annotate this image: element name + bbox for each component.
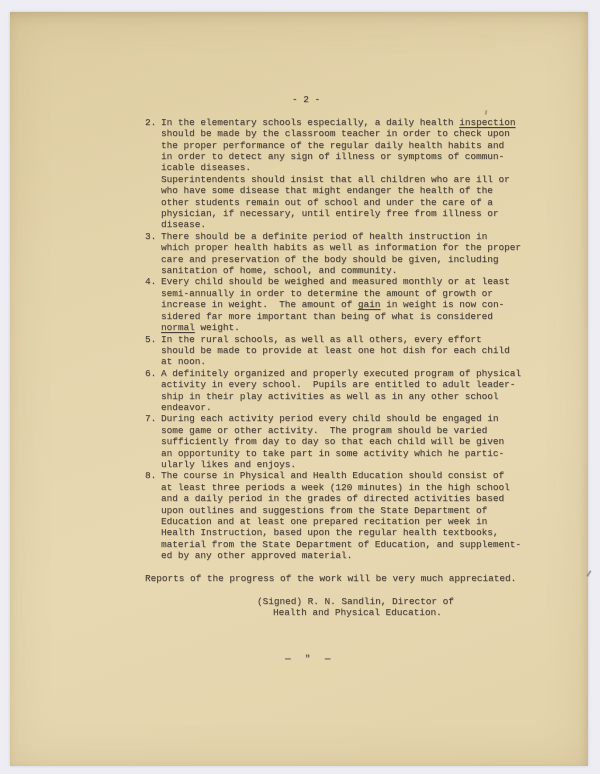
text-line: at noon. bbox=[161, 356, 207, 368]
item-number: 8. bbox=[145, 470, 157, 482]
text-line: increase in weight. The amount of gain in weight is now con- bbox=[161, 299, 505, 311]
text-line: sanitation of home, school, and community. bbox=[161, 265, 398, 277]
text-line: In the elementary schools especially, a daily health inspection bbox=[161, 116, 516, 128]
page-number: - 2 - bbox=[292, 94, 321, 105]
list-item bbox=[145, 413, 575, 470]
text-line: During each activity period every child should be engaged in bbox=[161, 413, 499, 425]
text-line: and a daily period in the grades of directed activities based bbox=[161, 493, 505, 505]
list-item bbox=[145, 470, 575, 561]
text-line: Health Instruction, based upon the regular health textbooks, bbox=[161, 527, 499, 539]
item-number: 3. bbox=[145, 230, 157, 242]
blank-line bbox=[145, 630, 575, 641]
text-line: Education and at least one prepared recitation per week in bbox=[161, 516, 488, 528]
text-line: should be made by the classroom teacher in order to check upon bbox=[161, 128, 510, 140]
text-line: ship in their play activities as well as in any other school bbox=[161, 390, 499, 402]
text-line: Superintendents should insist that all children who are ill or bbox=[161, 173, 510, 185]
text-line: the proper performance of the regular daily health habits and bbox=[161, 139, 505, 151]
text-line: at least three periods a week (120 minutes) in the high school bbox=[161, 481, 510, 493]
item-list bbox=[145, 117, 575, 562]
blank-line bbox=[145, 105, 575, 116]
text-line: ularly likes and enjoys. bbox=[161, 458, 297, 470]
text-line: activity in every school. Pupils are entitled to adult leader- bbox=[161, 379, 516, 391]
scanned-page bbox=[10, 12, 588, 766]
item-number: 5. bbox=[145, 333, 157, 345]
scan-speck bbox=[586, 570, 591, 577]
blank-line bbox=[145, 584, 575, 595]
text-line: should be made to provide at least one hot dish for each child bbox=[161, 344, 510, 356]
blank-line bbox=[145, 641, 575, 652]
list-item bbox=[145, 368, 575, 414]
list-item bbox=[145, 334, 575, 368]
blank-line bbox=[145, 619, 575, 630]
list-item bbox=[145, 117, 575, 231]
text-line: In the rural schools, as well as all others, every effort bbox=[161, 333, 482, 345]
text-line: which proper health habits as well as information for the proper bbox=[161, 242, 522, 254]
closing-line: Reports of the progress of the work will be very much appreciated. bbox=[145, 573, 517, 585]
text-line: sidered far more important than being of what is considered bbox=[161, 310, 493, 322]
text-line: sufficiently from day to day so that each child will be given bbox=[161, 436, 505, 448]
typed-content bbox=[145, 94, 575, 664]
text-line: in order to detect any sign of illness or symptoms of commun- bbox=[161, 151, 505, 163]
item-number: 2. bbox=[145, 116, 157, 128]
text-line: disease. bbox=[161, 219, 207, 231]
item-number: 6. bbox=[145, 367, 157, 379]
text-line: ed by any other approved material. bbox=[161, 550, 353, 562]
item-number: 4. bbox=[145, 276, 157, 288]
text-line: normal weight. bbox=[161, 322, 240, 334]
end-mark: — " — bbox=[285, 652, 332, 664]
text-line: icable diseases. bbox=[161, 162, 252, 174]
signature-line-2: Health and Physical Education. bbox=[273, 607, 442, 619]
text-line: upon outlines and suggestions from the State Department of bbox=[161, 504, 488, 516]
blank-line bbox=[145, 562, 575, 573]
text-line: care and preservation of the body should be given, including bbox=[161, 253, 499, 265]
text-line: physician, if necessary, until entirely free from illness or bbox=[161, 208, 499, 220]
text-line: material from the State Department of Education, and supplement- bbox=[161, 538, 522, 550]
text-line: endeavor. bbox=[161, 401, 212, 413]
text-line: Every child should be weighed and measured monthly or at least bbox=[161, 276, 510, 288]
item-number: 7. bbox=[145, 413, 157, 425]
list-item bbox=[145, 276, 575, 333]
text-line: The course in Physical and Health Education should consist of bbox=[161, 470, 505, 482]
text-line: There should be a definite period of health instruction in bbox=[161, 230, 488, 242]
text-line: an opportunity to take part in some activity which he partic- bbox=[161, 447, 505, 459]
text-line: semi-annually in order to determine the amount of growth or bbox=[161, 287, 493, 299]
signature-line-1: (Signed) R. N. Sandlin, Director of bbox=[257, 595, 454, 607]
text-line: who have some disease that might endanger the health of the bbox=[161, 185, 493, 197]
text-line: A definitely organized and properly executed program of physical bbox=[161, 367, 522, 379]
text-line: other students remain out of school and under the care of a bbox=[161, 196, 493, 208]
list-item bbox=[145, 231, 575, 277]
text-line: some game or other activity. The program should be varied bbox=[161, 424, 488, 436]
